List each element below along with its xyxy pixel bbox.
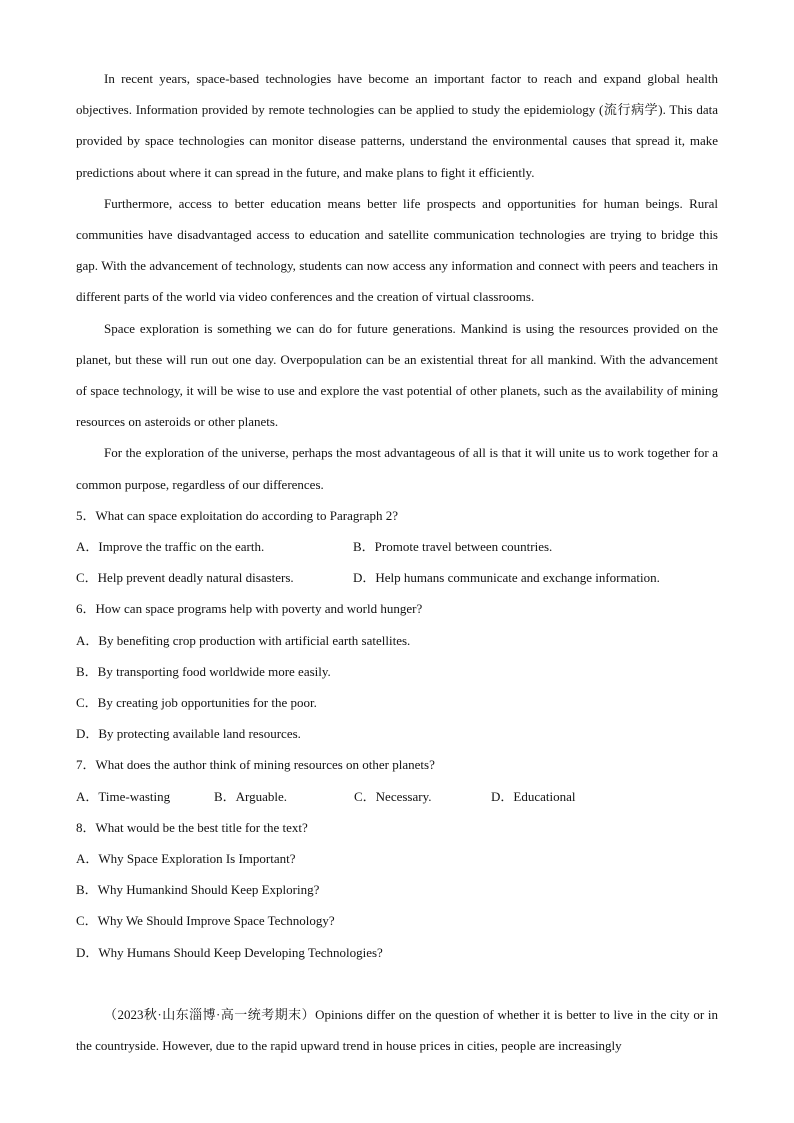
question-stem: 7．What does the author think of mining resources on other planets? xyxy=(76,757,435,773)
option-a[interactable]: A．By benefiting crop production with artificial earth satellites. xyxy=(76,632,411,648)
option-d[interactable]: D．Why Humans Should Keep Developing Technologies? xyxy=(76,944,383,960)
option-b[interactable]: B．Arguable. xyxy=(214,788,288,804)
passage-paragraph-2: Furthermore, access to better education means better life prospects and opportunities for human beings. Rural communities have disadvantaged access to education and satellite communication technologies are trying to bridge this gap. With the advancement of technology, students can now access any information and connect with peers and teachers in different parts of the world via video conferences and the creation of virtual classrooms. xyxy=(76,195,718,305)
option-d[interactable]: D．By protecting available land resources. xyxy=(76,726,301,742)
option-c[interactable]: C．By creating job opportunities for the poor. xyxy=(76,695,317,711)
passage-paragraph-1: In recent years, space-based technologies have become an important factor to reach and expand global health objectives. Information provided by remote technologies can be applied to study the epidemiology (流行病学). This data provided by space technologies can monitor disease patterns, understand the environmental causes that spread it, make predictions about where it can spread in the future, and make plans to fight it efficiently. xyxy=(76,71,718,180)
option-b[interactable]: B．By transporting food worldwide more easily. xyxy=(76,663,331,679)
question-stem: 6．How can space programs help with poverty and world hunger? xyxy=(76,601,423,617)
question-8 xyxy=(76,812,718,968)
section-spacer xyxy=(76,968,718,999)
option-b[interactable]: B．Promote travel between countries. xyxy=(353,539,553,555)
option-row xyxy=(76,562,718,593)
option-d[interactable]: D．Educational xyxy=(491,788,576,804)
question-stem: 8．What would be the best title for the text? xyxy=(76,819,308,835)
option-a[interactable]: A．Time-wasting xyxy=(76,788,171,804)
option-row xyxy=(76,781,718,812)
option-a[interactable]: A．Why Space Exploration Is Important? xyxy=(76,851,296,867)
option-c[interactable]: C．Help prevent deadly natural disasters. xyxy=(76,570,294,586)
passage-paragraph-3: Space exploration is something we can do for future generations. Mankind is using the resources provided on the planet, but these will run out one day. Overpopulation can be an existential threat for all mankind. With the advancement of space technology, it will be wise to use and explore the vast potential of other planets, such as the availability of mining resources on asteroids or other planets. xyxy=(76,320,718,430)
passage-paragraph-4: For the exploration of the universe, perhaps the most advantageous of all is that it will unite us to work together for a common purpose, regardless of our differences. xyxy=(76,445,718,492)
question-5 xyxy=(76,500,718,594)
question-6 xyxy=(76,593,718,749)
next-passage-intro: （2023秋·山东淄博·高一统考期末）Opinions differ on the question of whether it is better to live in the city or in the countryside. However, due to the rapid upward trend in house prices in cities, people are increasingly xyxy=(76,1006,718,1054)
question-stem: 5．What can space exploitation do according to Paragraph 2? xyxy=(76,507,398,523)
option-row xyxy=(76,531,718,562)
option-b[interactable]: B．Why Humankind Should Keep Exploring? xyxy=(76,882,320,898)
exam-page xyxy=(76,63,718,1061)
reading-passage xyxy=(76,63,718,500)
option-c[interactable]: C．Necessary. xyxy=(354,788,432,804)
question-7 xyxy=(76,749,718,811)
option-d[interactable]: D．Help humans communicate and exchange information. xyxy=(353,570,660,586)
option-c[interactable]: C．Why We Should Improve Space Technology? xyxy=(76,913,335,929)
option-a[interactable]: A．Improve the traffic on the earth. xyxy=(76,539,265,555)
